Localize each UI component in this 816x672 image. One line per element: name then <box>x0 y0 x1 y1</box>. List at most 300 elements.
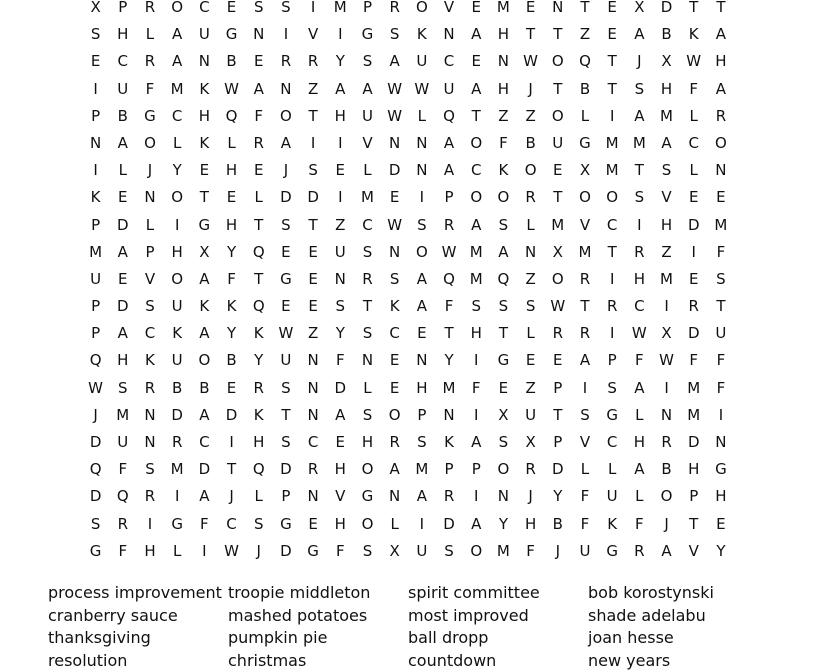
grid-letter: L <box>354 157 381 184</box>
grid-letter: R <box>136 48 163 75</box>
grid-letter: E <box>544 347 571 374</box>
grid-letter: O <box>164 184 191 211</box>
grid-letter: P <box>82 293 109 320</box>
word-item: shade adelabu <box>588 605 768 628</box>
grid-letter: W <box>435 239 462 266</box>
grid-letter: Q <box>245 293 272 320</box>
grid-letter: F <box>707 375 734 402</box>
grid-letter: N <box>136 184 163 211</box>
grid-letter: O <box>544 48 571 75</box>
grid-letter: M <box>680 375 707 402</box>
grid-letter: O <box>463 184 490 211</box>
grid-row <box>82 538 735 565</box>
grid-letter: O <box>653 483 680 510</box>
grid-letter: T <box>707 293 734 320</box>
grid-letter: I <box>218 429 245 456</box>
grid-letter: L <box>626 483 653 510</box>
word-item: troopie middleton <box>228 582 408 605</box>
grid-letter: Z <box>517 266 544 293</box>
grid-letter: C <box>463 157 490 184</box>
grid-letter: Y <box>707 538 734 565</box>
grid-letter: L <box>381 511 408 538</box>
grid-letter: X <box>517 429 544 456</box>
grid-letter: R <box>571 320 598 347</box>
grid-letter: K <box>136 347 163 374</box>
grid-letter: R <box>435 483 462 510</box>
grid-letter: A <box>571 347 598 374</box>
grid-letter: T <box>245 266 272 293</box>
word-column <box>408 582 588 672</box>
grid-letter: O <box>463 130 490 157</box>
grid-letter: M <box>680 402 707 429</box>
grid-letter: I <box>599 103 626 130</box>
grid-letter: M <box>327 0 354 21</box>
grid-letter: G <box>354 483 381 510</box>
word-item: joan hesse <box>588 627 768 650</box>
grid-letter: R <box>517 456 544 483</box>
grid-letter: V <box>354 130 381 157</box>
grid-letter: L <box>136 21 163 48</box>
grid-letter: E <box>272 239 299 266</box>
grid-letter: Q <box>571 48 598 75</box>
grid-letter: M <box>653 103 680 130</box>
grid-letter: W <box>381 76 408 103</box>
grid-letter: S <box>272 212 299 239</box>
grid-letter: A <box>626 103 653 130</box>
grid-letter: M <box>599 157 626 184</box>
word-item: process improvement <box>48 582 228 605</box>
grid-letter: U <box>327 239 354 266</box>
grid-letter: C <box>599 212 626 239</box>
grid-letter: P <box>435 184 462 211</box>
grid-letter: I <box>327 130 354 157</box>
grid-letter: S <box>381 266 408 293</box>
grid-letter: G <box>218 21 245 48</box>
grid-letter: I <box>680 239 707 266</box>
grid-letter: U <box>599 483 626 510</box>
grid-letter: R <box>136 375 163 402</box>
grid-letter: B <box>653 21 680 48</box>
grid-letter: M <box>599 130 626 157</box>
grid-letter: R <box>164 429 191 456</box>
grid-letter: H <box>327 103 354 130</box>
grid-letter: C <box>109 48 136 75</box>
grid-letter: R <box>544 320 571 347</box>
grid-letter: A <box>191 483 218 510</box>
grid-letter: I <box>463 483 490 510</box>
grid-letter: T <box>300 103 327 130</box>
grid-letter: A <box>653 130 680 157</box>
grid-letter: G <box>707 456 734 483</box>
grid-row <box>82 103 735 130</box>
grid-letter: S <box>136 293 163 320</box>
grid-letter: O <box>463 538 490 565</box>
grid-letter: W <box>544 293 571 320</box>
grid-letter: T <box>544 76 571 103</box>
grid-letter: S <box>272 0 299 21</box>
grid-letter: R <box>435 212 462 239</box>
grid-letter: D <box>300 184 327 211</box>
grid-letter: U <box>109 429 136 456</box>
grid-letter: W <box>272 320 299 347</box>
grid-letter: O <box>544 266 571 293</box>
grid-letter: O <box>408 239 435 266</box>
grid-letter: A <box>463 511 490 538</box>
grid-letter: G <box>82 538 109 565</box>
grid-letter: X <box>191 239 218 266</box>
grid-letter: R <box>626 538 653 565</box>
grid-letter: F <box>327 347 354 374</box>
grid-letter: A <box>463 429 490 456</box>
grid-letter: P <box>136 239 163 266</box>
grid-letter: H <box>490 21 517 48</box>
grid-letter: H <box>463 320 490 347</box>
grid-letter: I <box>408 511 435 538</box>
grid-letter: Y <box>164 157 191 184</box>
grid-letter: D <box>272 184 299 211</box>
grid-row <box>82 402 735 429</box>
grid-letter: F <box>707 347 734 374</box>
word-item: pumpkin pie <box>228 627 408 650</box>
grid-letter: P <box>82 103 109 130</box>
grid-letter: K <box>191 293 218 320</box>
grid-letter: B <box>544 511 571 538</box>
grid-letter: O <box>707 130 734 157</box>
grid-letter: D <box>680 320 707 347</box>
grid-letter: C <box>191 0 218 21</box>
grid-letter: O <box>164 266 191 293</box>
grid-letter: U <box>517 402 544 429</box>
grid-letter: H <box>218 212 245 239</box>
grid-letter: A <box>164 48 191 75</box>
grid-letter: S <box>626 76 653 103</box>
grid-letter: G <box>300 538 327 565</box>
grid-letter: T <box>571 0 598 21</box>
grid-letter: G <box>354 21 381 48</box>
grid-row <box>82 212 735 239</box>
grid-letter: Q <box>109 483 136 510</box>
grid-letter: C <box>354 212 381 239</box>
grid-letter: H <box>164 239 191 266</box>
grid-letter: W <box>517 48 544 75</box>
grid-letter: W <box>218 538 245 565</box>
grid-letter: S <box>517 293 544 320</box>
grid-letter: A <box>490 239 517 266</box>
grid-letter: V <box>571 212 598 239</box>
grid-letter: M <box>463 239 490 266</box>
grid-letter: S <box>354 239 381 266</box>
grid-letter: E <box>327 429 354 456</box>
grid-letter: G <box>272 511 299 538</box>
grid-letter: T <box>463 103 490 130</box>
grid-letter: C <box>300 429 327 456</box>
grid-letter: Z <box>517 375 544 402</box>
grid-letter: S <box>82 511 109 538</box>
grid-row <box>82 0 735 21</box>
grid-letter: N <box>245 21 272 48</box>
grid-letter: N <box>517 239 544 266</box>
grid-letter: I <box>82 157 109 184</box>
grid-letter: Y <box>218 239 245 266</box>
grid-letter: Z <box>490 103 517 130</box>
grid-letter: N <box>300 402 327 429</box>
grid-letter: L <box>599 456 626 483</box>
grid-letter: D <box>191 456 218 483</box>
grid-letter: U <box>544 130 571 157</box>
grid-letter: S <box>490 429 517 456</box>
grid-letter: H <box>653 76 680 103</box>
grid-letter: T <box>354 293 381 320</box>
grid-letter: E <box>381 347 408 374</box>
grid-letter: J <box>626 48 653 75</box>
grid-letter: N <box>300 347 327 374</box>
grid-letter: R <box>381 0 408 21</box>
grid-letter: U <box>272 347 299 374</box>
word-item: ball dropp <box>408 627 588 650</box>
grid-letter: R <box>109 511 136 538</box>
grid-letter: P <box>109 0 136 21</box>
grid-letter: E <box>707 184 734 211</box>
grid-letter: A <box>626 375 653 402</box>
grid-letter: F <box>327 538 354 565</box>
grid-letter: N <box>490 483 517 510</box>
grid-letter: L <box>517 320 544 347</box>
grid-letter: S <box>571 402 598 429</box>
grid-letter: E <box>109 184 136 211</box>
grid-letter: W <box>653 347 680 374</box>
grid-letter: U <box>435 76 462 103</box>
grid-letter: S <box>136 456 163 483</box>
grid-letter: T <box>218 456 245 483</box>
grid-letter: I <box>626 212 653 239</box>
grid-letter: X <box>544 239 571 266</box>
grid-letter: N <box>136 429 163 456</box>
grid-letter: M <box>490 0 517 21</box>
grid-letter: E <box>245 157 272 184</box>
grid-letter: S <box>109 375 136 402</box>
grid-letter: I <box>599 320 626 347</box>
grid-letter: O <box>164 0 191 21</box>
grid-letter: Q <box>245 239 272 266</box>
grid-letter: U <box>354 103 381 130</box>
grid-letter: H <box>626 266 653 293</box>
grid-letter: T <box>571 293 598 320</box>
grid-letter: F <box>191 511 218 538</box>
grid-letter: V <box>571 429 598 456</box>
grid-letter: X <box>381 538 408 565</box>
grid-letter: S <box>435 538 462 565</box>
grid-letter: G <box>599 538 626 565</box>
word-item: countdown <box>408 650 588 672</box>
grid-letter: D <box>680 429 707 456</box>
grid-letter: W <box>626 320 653 347</box>
grid-letter: T <box>680 511 707 538</box>
grid-letter: Y <box>544 483 571 510</box>
grid-letter: L <box>571 103 598 130</box>
grid-letter: P <box>82 212 109 239</box>
grid-letter: F <box>109 538 136 565</box>
grid-letter: B <box>218 347 245 374</box>
grid-letter: Q <box>82 347 109 374</box>
grid-letter: W <box>680 48 707 75</box>
grid-letter: C <box>191 429 218 456</box>
grid-letter: P <box>408 402 435 429</box>
grid-letter: B <box>653 456 680 483</box>
grid-letter: U <box>408 48 435 75</box>
grid-letter: N <box>272 76 299 103</box>
grid-letter: T <box>300 212 327 239</box>
grid-letter: M <box>490 538 517 565</box>
grid-letter: N <box>435 21 462 48</box>
grid-letter: F <box>680 76 707 103</box>
grid-letter: F <box>463 375 490 402</box>
grid-letter: I <box>463 347 490 374</box>
grid-letter: S <box>707 266 734 293</box>
grid-letter: D <box>164 402 191 429</box>
grid-letter: H <box>245 429 272 456</box>
grid-letter: D <box>109 293 136 320</box>
grid-letter: A <box>109 130 136 157</box>
grid-letter: E <box>218 375 245 402</box>
grid-letter: J <box>136 157 163 184</box>
grid-letter: T <box>544 402 571 429</box>
grid-letter: L <box>245 483 272 510</box>
grid-letter: I <box>82 76 109 103</box>
grid-letter: E <box>517 0 544 21</box>
grid-letter: K <box>245 402 272 429</box>
grid-row <box>82 347 735 374</box>
grid-letter: E <box>300 266 327 293</box>
grid-letter: X <box>490 402 517 429</box>
grid-letter: F <box>136 76 163 103</box>
grid-letter: L <box>136 212 163 239</box>
grid-letter: A <box>653 538 680 565</box>
grid-letter: M <box>571 239 598 266</box>
grid-letter: C <box>136 320 163 347</box>
grid-letter: O <box>136 130 163 157</box>
grid-letter: M <box>544 212 571 239</box>
grid-letter: S <box>626 184 653 211</box>
grid-letter: L <box>245 184 272 211</box>
grid-letter: N <box>435 402 462 429</box>
grid-letter: E <box>517 347 544 374</box>
grid-letter: A <box>435 130 462 157</box>
grid-row <box>82 511 735 538</box>
grid-letter: L <box>626 402 653 429</box>
grid-letter: P <box>354 0 381 21</box>
grid-letter: H <box>707 483 734 510</box>
grid-letter: K <box>408 21 435 48</box>
grid-letter: K <box>218 293 245 320</box>
grid-letter: K <box>191 76 218 103</box>
grid-letter: W <box>381 103 408 130</box>
grid-letter: F <box>109 456 136 483</box>
grid-letter: S <box>300 157 327 184</box>
grid-letter: W <box>218 76 245 103</box>
grid-letter: T <box>517 21 544 48</box>
grid-letter: F <box>435 293 462 320</box>
grid-letter: A <box>245 76 272 103</box>
grid-letter: I <box>571 375 598 402</box>
grid-letter: L <box>517 212 544 239</box>
grid-letter: B <box>571 76 598 103</box>
grid-letter: A <box>109 239 136 266</box>
grid-row <box>82 239 735 266</box>
grid-letter: I <box>653 293 680 320</box>
grid-letter: I <box>164 212 191 239</box>
grid-letter: R <box>136 0 163 21</box>
grid-letter: K <box>245 320 272 347</box>
grid-letter: R <box>599 293 626 320</box>
grid-letter: E <box>218 184 245 211</box>
grid-letter: D <box>218 402 245 429</box>
grid-letter: T <box>626 157 653 184</box>
grid-letter: F <box>571 483 598 510</box>
grid-letter: Z <box>517 103 544 130</box>
grid-letter: I <box>164 483 191 510</box>
grid-letter: M <box>354 184 381 211</box>
grid-letter: A <box>354 76 381 103</box>
grid-letter: T <box>544 184 571 211</box>
grid-letter: Q <box>435 103 462 130</box>
grid-letter: P <box>435 456 462 483</box>
grid-letter: C <box>626 293 653 320</box>
grid-letter: Z <box>300 76 327 103</box>
grid-letter: Q <box>82 456 109 483</box>
grid-letter: E <box>218 0 245 21</box>
grid-letter: O <box>191 347 218 374</box>
grid-letter: A <box>381 48 408 75</box>
grid-letter: D <box>109 212 136 239</box>
grid-letter: H <box>680 456 707 483</box>
grid-letter: S <box>245 511 272 538</box>
grid-letter: J <box>517 76 544 103</box>
grid-letter: X <box>571 157 598 184</box>
grid-letter: F <box>680 347 707 374</box>
grid-letter: T <box>599 76 626 103</box>
grid-row <box>82 266 735 293</box>
grid-letter: X <box>653 48 680 75</box>
grid-letter: A <box>191 266 218 293</box>
grid-letter: R <box>571 266 598 293</box>
grid-letter: P <box>680 483 707 510</box>
grid-letter: F <box>245 103 272 130</box>
grid-letter: L <box>218 130 245 157</box>
grid-letter: H <box>327 511 354 538</box>
grid-letter: L <box>109 157 136 184</box>
grid-letter: O <box>272 103 299 130</box>
grid-letter: I <box>408 184 435 211</box>
grid-letter: E <box>680 184 707 211</box>
grid-letter: T <box>490 320 517 347</box>
grid-letter: E <box>680 266 707 293</box>
grid-letter: G <box>164 511 191 538</box>
grid-letter: S <box>463 293 490 320</box>
grid-letter: I <box>191 538 218 565</box>
grid-letter: O <box>408 0 435 21</box>
grid-letter: Y <box>435 347 462 374</box>
grid-letter: N <box>408 347 435 374</box>
grid-letter: S <box>408 429 435 456</box>
grid-letter: A <box>463 21 490 48</box>
word-column <box>48 582 228 672</box>
grid-letter: B <box>517 130 544 157</box>
grid-letter: Y <box>218 320 245 347</box>
word-column <box>588 582 768 672</box>
grid-letter: M <box>82 239 109 266</box>
grid-letter: I <box>707 402 734 429</box>
grid-letter: S <box>490 212 517 239</box>
